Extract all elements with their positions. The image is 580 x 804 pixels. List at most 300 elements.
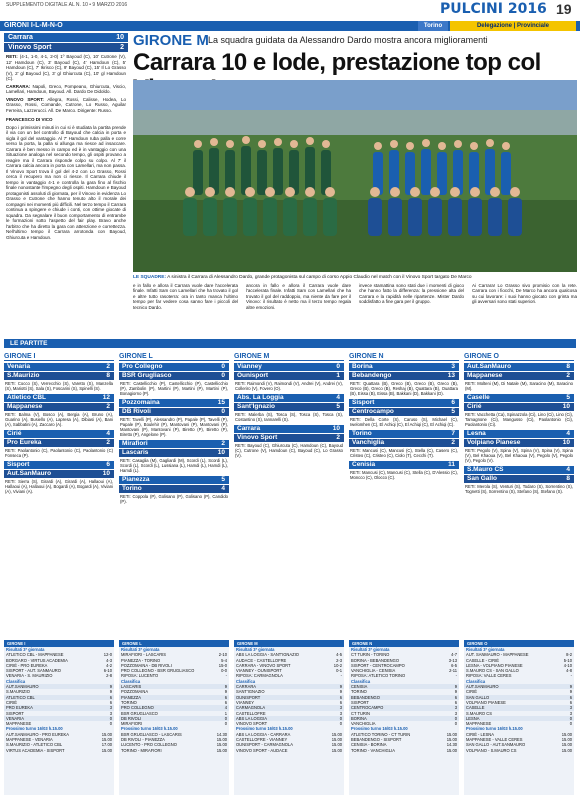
supplement-line: SUPPLEMENTO DIGITALE AL N. 10 • 9 MARZO 2016 bbox=[6, 2, 128, 8]
classifica-heading: Classifica bbox=[351, 678, 371, 684]
match-box bbox=[119, 363, 229, 397]
match-home-row bbox=[234, 363, 344, 371]
match-box bbox=[119, 399, 229, 438]
away-score: 5 bbox=[336, 403, 340, 410]
match-scorers: RETI: Vacchetta (Ca), Spinazzola (Ci), Lino (Ci), Lino (Ci), Tamagnone (Ci), Mangusso (Ci), Paolantonio (Ci), Paolantonio (Ci). bbox=[465, 412, 573, 427]
result-score: 6-5 bbox=[451, 662, 457, 668]
home-team: Sisport bbox=[352, 399, 375, 406]
match-scorers: RETI: Tavelli (P), Alessandro (P), Papale (P), Tavelli (P), Papale (P), Boulehir (P), Mantovani (P), Mantovani (P), Mantovani (P), Mantovani (P), Biretto (P), Biretto (P), Biretto (P), Angelone (P). bbox=[120, 417, 228, 437]
match-scorers: RETI: Paolantonio (C), Paolantonio (C), Paolantonio (C) Fonseca (P). bbox=[5, 448, 113, 458]
result-score: 4-3 bbox=[106, 657, 112, 663]
next-match: BEBANDENGO - SISPORT bbox=[351, 737, 402, 743]
standings-title: GIRONE L bbox=[119, 640, 229, 647]
match-away-row bbox=[464, 475, 574, 483]
away-score: 2 bbox=[451, 439, 455, 446]
photo-caption bbox=[133, 275, 577, 281]
team-name: CIRIÉ bbox=[466, 689, 477, 695]
match-home-row bbox=[234, 394, 344, 402]
home-score: 4 bbox=[106, 430, 110, 437]
result-score: 8-2 bbox=[566, 652, 572, 658]
result-match: ATLETICO CBL - MAPPANESE bbox=[6, 652, 64, 658]
result-match: MIRAFIORI - LASCARIS bbox=[121, 652, 167, 658]
match-scorers: RETI: Casaglia (M), Gagliardi (M), Scordi (L), Scordi (L), Scordi (L), Scordi (L), Lussiana (L), Hamdi (L), Hamdi (L), Hamdi (L). bbox=[120, 458, 228, 473]
result-match: S.MAURO CS - SAN GALLO bbox=[466, 668, 519, 674]
next-match: CENISIA - BORINA bbox=[351, 742, 387, 748]
result-score: 5-4 bbox=[221, 657, 227, 663]
match-scorers: RETI: Mancusi (C), Mancusi (C), Stella (C), Casero (C), Cristeo (C), Cristeo (C), Ciolo (T), Cecchi (T). bbox=[350, 448, 458, 458]
results-heading: Risultati 3ª giornata bbox=[6, 647, 45, 652]
standings-title: GIRONE I bbox=[4, 640, 114, 647]
result-match: ABS LA LOGGIA - SANT'IGNAZIO bbox=[236, 652, 299, 658]
team-name: SISPORT bbox=[6, 710, 24, 716]
next-row bbox=[234, 748, 344, 753]
match-away-row bbox=[119, 408, 229, 416]
match-box bbox=[4, 430, 114, 459]
team-points: 0 bbox=[454, 721, 457, 727]
away-team: Ounisport bbox=[237, 372, 269, 379]
next-row bbox=[464, 748, 574, 753]
home-lineup-label: CARRARA: bbox=[6, 83, 31, 89]
article-col-2: ancora in fallo e allora il Carrara vuole dare l'accelerata finale. Infatti Sam con Lamellari che ha trovato il gol del raddoppio, ma niente da fare per il Vinovo: il risultato è netto ma il terzo tempo regala altre emozioni. bbox=[246, 283, 351, 310]
next-match: ATLETICO TORINO - CT TURIN bbox=[351, 731, 411, 737]
team-points: 0 bbox=[109, 715, 112, 721]
match-home-row bbox=[349, 363, 459, 371]
next-time: 15.00 bbox=[446, 747, 457, 753]
home-score: 2 bbox=[221, 440, 225, 447]
result-match: CT TURIN - TORINO bbox=[351, 652, 390, 658]
result-match: AUDACE - CASTELLOFRE bbox=[236, 657, 287, 663]
article-col-4: Ai Carrara! Lo Grasso sivo promisio con la rete. Carrara con i fiocchi, De Marco ha ancora qualcosa su cui lavorare: i suoi hanno giocato con grinta ma gli avversari sono stati superiori. bbox=[472, 283, 577, 305]
team-points: 6 bbox=[339, 694, 342, 700]
classifica-table bbox=[234, 684, 344, 726]
team-name: CARMAGNOLA bbox=[236, 705, 266, 711]
match-scorers: RETI: Bayoud (C), Ghiurcuta (C), Hamdoun (C), Bayoud (C), Cutrone (V), Hamdoun (C), Bayoud (C), Lo Grasso (V). bbox=[235, 443, 343, 458]
team-points: 0 bbox=[224, 721, 227, 727]
brand-title: PULCINI 2016 bbox=[440, 1, 547, 17]
team-points: 9 bbox=[224, 684, 227, 690]
team-points: 3 bbox=[569, 710, 572, 716]
result-score: 2-10 bbox=[218, 652, 227, 658]
team-name: VOLPIANO PIANESE bbox=[466, 699, 506, 705]
home-team: Aut.SanMauro bbox=[467, 363, 512, 370]
away-score: 0 bbox=[221, 372, 225, 379]
away-score: 4 bbox=[221, 485, 225, 492]
next-match: CASTELLOFRE - VIANNEY bbox=[236, 737, 288, 743]
team-points: 9 bbox=[454, 689, 457, 695]
caption-text: A sinistra il Carrara di Alessandro Dardo, grande protagonista sul campo di corso Appio Claudio nel match con il Vinovo Sport targato De Marco bbox=[167, 275, 472, 280]
match-scorers: RETI: Merola (S), Venturi (S), Todaro (S), Sorrentino (S), Tognetti (S), Sorrentino (S), Stefano (S), Stefano (S). bbox=[465, 484, 573, 494]
match-box bbox=[4, 461, 114, 495]
next-time: 14.30 bbox=[446, 742, 457, 748]
team-name: SISPORT bbox=[351, 699, 369, 705]
team-points: 3 bbox=[109, 710, 112, 716]
match-scorers: RETI: Pegolo (V), Spina (V), Spina (V), Spina (V), Spina (V), Bel Khaoua (V), Bel Khaoua (V), Pegolo (V), Pegolo (V), Pegolo (V). bbox=[465, 448, 573, 463]
team-name: CT TURIN bbox=[351, 710, 370, 716]
away-team: Mappanese bbox=[467, 372, 503, 379]
match-home-row bbox=[464, 430, 574, 438]
match-box bbox=[119, 440, 229, 474]
caption-label: LE SQUADRE: bbox=[133, 275, 167, 280]
result-match: RIPOSA: CARMAGNOLA bbox=[236, 673, 283, 679]
away-team: Centrocampo bbox=[352, 408, 394, 415]
team-points: 1 bbox=[224, 710, 227, 716]
standings-box bbox=[119, 640, 229, 795]
match-box bbox=[464, 466, 574, 495]
match-box bbox=[349, 430, 459, 459]
result-score: 5-10 bbox=[563, 657, 572, 663]
result-score: 4-10 bbox=[563, 662, 572, 668]
next-time: 15.00 bbox=[446, 731, 457, 737]
next-time: 14.30 bbox=[216, 731, 227, 737]
match-scorers: RETI: Molteni (M), Di Natale (M), Saracino (M), Saracino (M). bbox=[465, 381, 573, 391]
home-score: 4 bbox=[566, 430, 570, 437]
away-team: Aut.SanMauro bbox=[7, 470, 52, 477]
result-score: 4-2 bbox=[106, 662, 112, 668]
match-box bbox=[349, 461, 459, 481]
team-points: 6 bbox=[569, 699, 572, 705]
classifica-heading: Classifica bbox=[121, 678, 141, 684]
match-home-row bbox=[4, 394, 114, 402]
standings-box bbox=[234, 640, 344, 795]
team-points: 6 bbox=[569, 694, 572, 700]
match-box bbox=[234, 363, 344, 392]
home-score: 5 bbox=[221, 476, 225, 483]
next-match: CIRIÉ - LESNA bbox=[466, 731, 494, 737]
match-scorers: RETI: Della Corte (S), Caruso (S), Michael (C), Iwelomhen (C), El Achiqi (C), El Achiqi (C), El Achiqi (C). bbox=[350, 417, 458, 427]
next-time: 17.00 bbox=[101, 742, 112, 748]
classifica-table bbox=[4, 684, 114, 726]
results-heading: Risultati 3ª giornata bbox=[351, 647, 390, 652]
result-match: SISPORT - AUT. SANMAURO bbox=[6, 668, 61, 674]
team-points: 4 bbox=[224, 705, 227, 711]
classifica-heading: Classifica bbox=[6, 678, 26, 684]
author: FRANCESCO DI VICO bbox=[6, 117, 53, 122]
team-name: PRO EUREKA bbox=[6, 705, 33, 711]
next-round-heading: Prossimo turno 16/03 h.15.00 bbox=[351, 726, 408, 732]
standings-box bbox=[349, 640, 459, 795]
match-box bbox=[234, 394, 344, 423]
team-name: CENTROCAMPO bbox=[351, 705, 384, 711]
away-score: 2 bbox=[106, 439, 110, 446]
match-away-row bbox=[234, 403, 344, 411]
away-team: Volpiano Pianese bbox=[467, 439, 521, 446]
home-score: 8 bbox=[566, 363, 570, 370]
team-name: VIANNEY bbox=[236, 699, 254, 705]
next-time: 15.00 bbox=[216, 742, 227, 748]
home-score: 6 bbox=[451, 399, 455, 406]
result-score: 2-3 bbox=[336, 657, 342, 663]
team-name: ABS LA LOGGIA bbox=[236, 715, 267, 721]
team-points: 0 bbox=[339, 721, 342, 727]
result-score: 15-0 bbox=[218, 662, 227, 668]
next-match: ABS LA LOGGIA - CARRARA bbox=[236, 731, 291, 737]
team-points: 0 bbox=[339, 715, 342, 721]
team-points: 3 bbox=[339, 710, 342, 716]
match-box bbox=[464, 394, 574, 428]
team-points: 0 bbox=[109, 721, 112, 727]
result-match: CASELLE - CIRIÉ bbox=[466, 657, 499, 663]
away-score: 8 bbox=[106, 372, 110, 379]
next-row bbox=[119, 748, 229, 753]
team-points: 6 bbox=[109, 694, 112, 700]
next-time: 15.00 bbox=[561, 737, 572, 743]
match-box bbox=[349, 399, 459, 428]
next-match: SAN GALLO - AUT.SANMAURO bbox=[466, 742, 526, 748]
away-score: 10 bbox=[102, 470, 110, 477]
next-time: 15.00 bbox=[216, 737, 227, 743]
team-points: 9 bbox=[224, 689, 227, 695]
home-score: 15 bbox=[217, 399, 225, 406]
result-score: 2-11 bbox=[449, 668, 457, 674]
kicker: La squadra guidata da Alessandro Dardo mostra ancora miglioramenti bbox=[208, 35, 488, 45]
result-score: - bbox=[455, 673, 457, 679]
article-col-1: e in fallo e allora il Carrara vuole dare l'accelerata finale. Infatti Sam con Lamellari che ha trovato il gol e altre tutto rasoterra: ora in tanto manca l'ultimo tempo per far vedere cosa sanno fare i piccoli del tecnico Dardo. bbox=[133, 283, 238, 310]
team-points: 6 bbox=[109, 699, 112, 705]
away-team: San Gallo bbox=[467, 475, 497, 482]
result-match: AUT. SANMAURO - MAPPANESE bbox=[466, 652, 529, 658]
next-match: MAPPANESE - VENARIA bbox=[6, 737, 53, 743]
article-body bbox=[133, 283, 577, 337]
next-round-heading: Prossimo turno 16/03 h.15.00 bbox=[121, 726, 178, 732]
result-match: PRO COLLEGNO - BSR GRUGLIASCO bbox=[121, 668, 195, 674]
team-name: AUT.SANMAURO bbox=[6, 684, 39, 690]
girone-column bbox=[464, 352, 574, 637]
team-name: OUNISPORT bbox=[236, 694, 261, 700]
classifica-table bbox=[349, 684, 459, 726]
team-photo-image bbox=[133, 80, 577, 272]
girone-title: GIRONE O bbox=[464, 352, 574, 361]
standings-box bbox=[4, 640, 114, 795]
match-away-row bbox=[349, 439, 459, 447]
classifica-table bbox=[464, 684, 574, 726]
next-round-heading: Prossimo turno 16/03 h.15.00 bbox=[6, 726, 63, 732]
result-match: RIPOSA: VALLE CERES bbox=[466, 673, 512, 679]
home-score: 4 bbox=[566, 466, 570, 473]
home-score: 0 bbox=[221, 363, 225, 370]
team-name: BORINA bbox=[351, 715, 367, 721]
match-home-row bbox=[464, 363, 574, 371]
result-match: SISPORT - CENTROCAMPO bbox=[351, 662, 405, 668]
match-away-row bbox=[464, 439, 574, 447]
match-box bbox=[349, 363, 459, 397]
team-name: TORINO bbox=[351, 689, 367, 695]
result-match: CARRARA - VINOVO SPORT bbox=[236, 662, 291, 668]
match-home-row bbox=[119, 363, 229, 371]
result-match: POZZOMAINA - DB RIVOLI bbox=[121, 662, 172, 668]
result-match: RIPOSA: LUCENTO bbox=[121, 673, 159, 679]
section-label: GIRONI I-L-M-N-O bbox=[4, 22, 63, 29]
match-away-row bbox=[349, 408, 459, 416]
match-away-row bbox=[464, 403, 574, 411]
match-home-row bbox=[349, 461, 459, 469]
match-home-row bbox=[4, 430, 114, 438]
home-score: 6 bbox=[106, 461, 110, 468]
next-time: 15.00 bbox=[331, 742, 342, 748]
home-score: 11 bbox=[448, 461, 455, 468]
girone-title: GIRONE M bbox=[234, 352, 344, 361]
team-name: MAPPANESE bbox=[6, 721, 32, 727]
team-name: AUT.SANMAURO bbox=[466, 684, 499, 690]
match-home-row bbox=[464, 394, 574, 402]
next-time: 15.00 bbox=[101, 737, 112, 743]
next-match: BSR GRUGLIASCO - LASCARIS bbox=[121, 731, 182, 737]
result-score: 6-10 bbox=[103, 668, 112, 674]
match-away-row bbox=[4, 403, 114, 411]
away-team: Torino bbox=[122, 485, 142, 492]
match-scorers: RETI: Balma (V), Bosco (A), Bergia (A), Bruno (A), Guarino (A), Busiello (A), Lapresa (A), Dibiasi (A), Bani (A), Sabbatini (A), Zaccaro (A). bbox=[5, 412, 113, 427]
away-team: BSR Grugliasco bbox=[122, 372, 172, 379]
match-scorers: RETI: Malerba (S), Tosca (S), Tosca (S), Tosca (S), Costantino (S), Iannarelli (S). bbox=[235, 412, 343, 422]
team-name: CIRIÉ bbox=[6, 699, 17, 705]
team-points: 3 bbox=[109, 705, 112, 711]
next-row bbox=[4, 748, 114, 753]
result-score: 12-0 bbox=[103, 652, 112, 658]
match-box bbox=[464, 430, 574, 464]
team-name: S.MAURIZIO bbox=[6, 689, 30, 695]
team-points: 0 bbox=[569, 721, 572, 727]
result-match: LESNA - VOLPIANO PIANESE bbox=[466, 662, 523, 668]
away-lineup-label: VINOVO SPORT: bbox=[6, 96, 44, 102]
match-scorers: RETI: Quattara (B), Greco (B), Greco (B), Greco (B), Greco (B), Greco (B), Reshaj (B), Quattara (B), Ouattara (B), Eissa (B), Eissa (B), Bakkani (D), Bakkani (D). bbox=[350, 381, 458, 396]
result-match: PIANEZZA - TORINO bbox=[121, 657, 161, 663]
standings-title: GIRONE M bbox=[234, 640, 344, 647]
team-points: 0 bbox=[569, 715, 572, 721]
team-name: CENISIA bbox=[351, 684, 368, 690]
team-name: PIANEZZA bbox=[121, 694, 142, 700]
team-points: 9 bbox=[109, 684, 112, 690]
team-name: VANCHIGLIA bbox=[351, 721, 376, 727]
girone-column bbox=[119, 352, 229, 637]
result-match: VANCHIGLIA - CENISIA bbox=[351, 668, 396, 674]
next-match: VINOVO SPORT - AUDACE bbox=[236, 747, 288, 753]
team-name: LESNA bbox=[466, 715, 480, 721]
match-away-row bbox=[234, 434, 344, 442]
match-away-row bbox=[119, 372, 229, 380]
classifica-table bbox=[119, 684, 229, 726]
result-score: 3-13 bbox=[448, 657, 457, 663]
match-scorers: RETI: Castellicchio (P), Castellicchio (P), Castellicchio (P), Zambolin (P), Martini (P), Martini (P), Martini (P), Bonagiorno (P). bbox=[120, 381, 228, 396]
match-scorers: RETI: Coppola (P), Golisano (P), Golisano (P), Candido (P). bbox=[120, 494, 228, 504]
home-lineup: Napoli, Greco, Pompeano, Ghiurcuta, Viscio, Lamellari, Hamdoun, Bayoud. All. Dardo De Didoldo. bbox=[6, 83, 126, 94]
classifica-heading: Classifica bbox=[466, 678, 486, 684]
girone-column bbox=[234, 352, 344, 637]
next-round-heading: Prossimo turno 16/03 h.15.00 bbox=[236, 726, 293, 732]
girone-title: GIRONE I bbox=[4, 352, 114, 361]
team-name: BSR GRUGLIASCO bbox=[121, 710, 158, 716]
home-team: Lesna bbox=[467, 430, 486, 437]
home-team: Mirafiori bbox=[122, 440, 148, 447]
team-name: DB RIVOLI bbox=[121, 715, 142, 721]
home-score: 2 bbox=[106, 363, 110, 370]
match-box bbox=[119, 476, 229, 505]
result-score: 2-8 bbox=[106, 673, 112, 679]
home-team: Caselle bbox=[467, 394, 490, 401]
next-time: 15.00 bbox=[331, 737, 342, 743]
home-team: Vianney bbox=[237, 363, 262, 370]
away-team: Vanchiglia bbox=[352, 439, 385, 446]
away-score: 0 bbox=[221, 408, 225, 415]
city-tag: Torino bbox=[418, 21, 448, 31]
away-score: 5 bbox=[451, 408, 455, 415]
result-score: 0-1 bbox=[336, 668, 342, 674]
home-team: Pozzomaina bbox=[122, 399, 160, 406]
away-team: Vinovo Sport bbox=[237, 434, 278, 441]
next-round-heading: Prossimo turno 16/03 h.15.00 bbox=[466, 726, 523, 732]
away-team: DB Rivoli bbox=[122, 408, 151, 415]
match-home-row bbox=[349, 430, 459, 438]
next-match: TORINO - VANCHIGLIA bbox=[351, 747, 395, 753]
team-photo bbox=[133, 80, 577, 272]
match-scorers: RETI: Cocco (S), Verrecchio (S), Varetto (S), Manzella (S), Mariotti (S), Sala (S), Foscarini (S), Spinelli (S). bbox=[5, 381, 113, 391]
result-match: BORGARO - VIRTUS ACADEMIA bbox=[6, 657, 68, 663]
home-score: 10 bbox=[116, 34, 124, 41]
match-away-row bbox=[119, 449, 229, 457]
away-team: Sant'Ignazio bbox=[237, 403, 276, 410]
delegation-tag: Delegazione | Provinciale bbox=[450, 21, 576, 31]
score-row-away bbox=[4, 43, 128, 52]
team-points: 9 bbox=[569, 689, 572, 695]
away-score: 10 bbox=[217, 449, 225, 456]
team-name: CASELLE bbox=[466, 705, 485, 711]
away-score: 13 bbox=[447, 372, 455, 379]
away-score: 2 bbox=[566, 372, 570, 379]
match-box bbox=[4, 394, 114, 428]
team-points: 6 bbox=[454, 694, 457, 700]
home-team: Sisport bbox=[7, 461, 30, 468]
result-score: - bbox=[570, 673, 572, 679]
home-score: 5 bbox=[566, 394, 570, 401]
results-heading: Risultati 3ª giornata bbox=[466, 647, 505, 652]
result-match: BORINA - BEBANDENGO bbox=[351, 657, 399, 663]
team-points: 9 bbox=[454, 684, 457, 690]
away-team: Vinovo Sport bbox=[8, 44, 52, 51]
match-home-row bbox=[234, 425, 344, 433]
away-team: S.Maurizio bbox=[7, 372, 40, 379]
away-score: 8 bbox=[566, 475, 570, 482]
score-row-home bbox=[4, 33, 128, 42]
team-name: POZZOMAINA bbox=[121, 689, 149, 695]
next-match: OUNISPORT - CARMAGNOLA bbox=[236, 742, 293, 748]
home-score: 10 bbox=[332, 425, 340, 432]
match-box bbox=[4, 363, 114, 392]
match-home-row bbox=[119, 440, 229, 448]
next-match: TORINO - MIRAFIORI bbox=[121, 747, 162, 753]
match-away-row bbox=[119, 485, 229, 493]
team-points: 3 bbox=[339, 705, 342, 711]
home-team: Borina bbox=[352, 363, 373, 370]
article-col-3: invece stamattina sono stati due i momenti di gioco che hanno fatto la differenza: la pressione alta del Carrara e la rapidità nelle ripartenze. Mister Dardo soddisfatto a fine gara per il gruppo. bbox=[359, 283, 464, 305]
standings-title: GIRONE O bbox=[464, 640, 574, 647]
team-name: PRO COLLEGNO bbox=[121, 705, 154, 711]
goals-label: RETI: bbox=[6, 54, 18, 59]
match-away-row bbox=[349, 372, 459, 380]
next-time: 15.00 bbox=[331, 731, 342, 737]
home-team: Cirié bbox=[7, 430, 22, 437]
match-home-row bbox=[349, 399, 459, 407]
next-match: DB RIVOLI - PIANEZZA bbox=[121, 737, 165, 743]
away-team: Mappanese bbox=[7, 403, 43, 410]
headline: Carrara 10 e lode, prestazione top col bbox=[133, 49, 541, 76]
home-team: Torino bbox=[352, 430, 372, 437]
match-box bbox=[234, 425, 344, 459]
away-score: 10 bbox=[562, 439, 570, 446]
match-home-row bbox=[119, 476, 229, 484]
away-score: 10 bbox=[562, 403, 570, 410]
result-match: CIRIÉ - PRO EUREKA bbox=[6, 662, 48, 668]
home-score: 4 bbox=[336, 394, 340, 401]
home-team: Pro Collegno bbox=[122, 363, 163, 370]
classifica-heading: Classifica bbox=[236, 678, 256, 684]
